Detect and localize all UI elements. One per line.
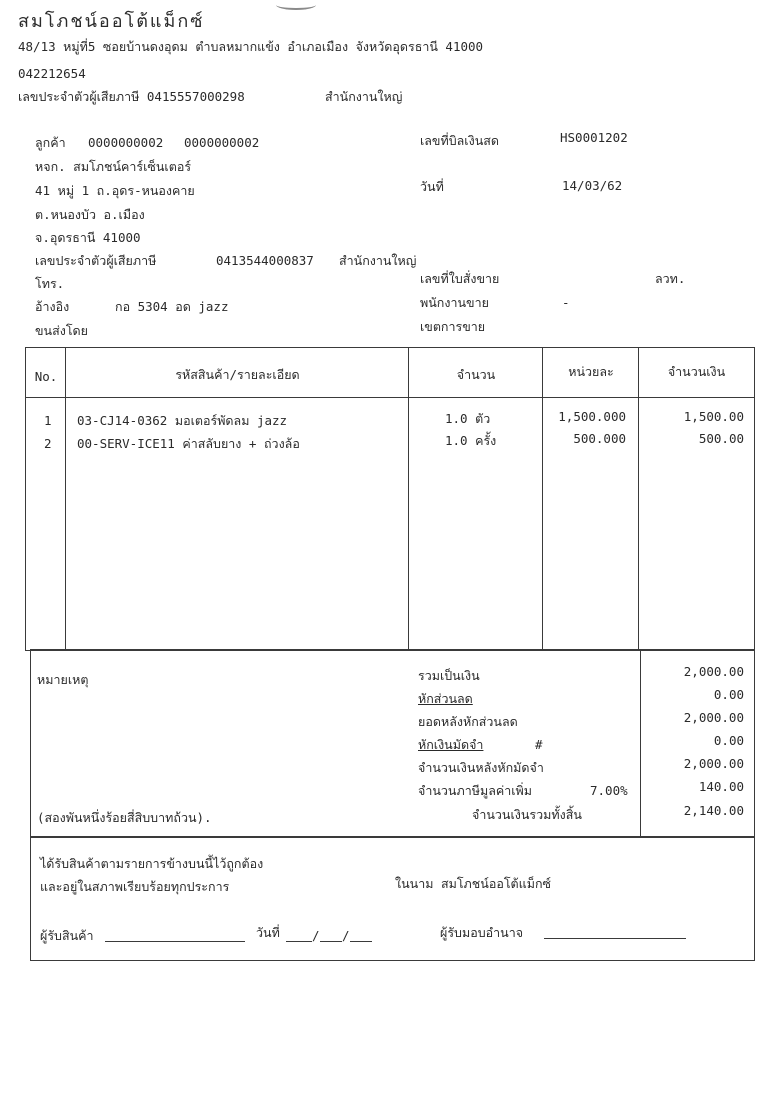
row-1-no: 1 (44, 413, 52, 428)
customer-tax-label: เลขประจำตัวผู้เสียภาษี (35, 253, 157, 268)
customer-code-2: 0000000002 (184, 135, 260, 150)
table-header-divider (25, 397, 755, 398)
amount-in-words: (สองพันหนึ่งร้อยสี่สิบบาทถ้วน). (37, 810, 212, 825)
row-2-no: 2 (44, 436, 52, 451)
row-2-amount: 500.00 (698, 431, 744, 446)
sales-zone-label: เขตการขาย (420, 319, 486, 334)
column-divider (542, 347, 543, 651)
receiver-label: ผู้รับสินค้า (40, 928, 94, 943)
after-discount-value: 2,000.00 (683, 710, 744, 725)
row-2-description: 00-SERV-ICE11 ค่าสลับยาง + ถ่วงล้อ (77, 436, 300, 451)
customer-tax-id: 0413544000837 (216, 253, 314, 268)
sales-order-label: เลขที่ใบสั่งขาย (420, 271, 500, 286)
row-1-amount: 1,500.00 (683, 409, 744, 424)
subtotal-label: รวมเป็นเงิน (418, 668, 480, 683)
salesperson-value: - (562, 295, 570, 310)
row-1-quantity: 1.0 ตัว (445, 411, 491, 426)
authorized-signature-line (544, 938, 686, 939)
receive-date-label: วันที่ (256, 925, 280, 940)
vat-label: จำนวนภาษีมูลค่าเพิ่ม (418, 783, 532, 798)
header-quantity: จำนวน (456, 367, 496, 382)
discount-label: หักส่วนลด (418, 691, 473, 706)
header-amount: จำนวนเงิน (667, 364, 726, 379)
signature-box (30, 836, 755, 961)
row-1-description: 03-CJ14-0362 มอเตอร์พัดลม jazz (77, 413, 288, 428)
bill-no-label: เลขที่บิลเงินสด (420, 133, 499, 148)
grand-total-value: 2,140.00 (683, 803, 744, 818)
reference-value: กอ 5304 อด jazz (115, 299, 229, 314)
deposit-mark: # (535, 737, 543, 752)
date-separator: / (342, 928, 350, 943)
date-month-line (320, 941, 342, 942)
column-divider (638, 347, 639, 651)
items-table (25, 347, 755, 651)
after-discount-label: ยอดหลังหักส่วนลด (418, 714, 518, 729)
customer-address-3: จ.อุดรธานี 41000 (35, 230, 141, 245)
received-note-1: ได้รับสินค้าตามรายการข้างบนนี้ไว้ถูกต้อง (40, 856, 264, 871)
sales-order-value: ลวท. (655, 271, 686, 286)
bill-date-label: วันที่ (420, 179, 444, 194)
date-year-line (350, 941, 372, 942)
header-unit-price: หน่วยละ (568, 364, 614, 379)
grand-total-label: จำนวนเงินรวมทั้งสิ้น (472, 807, 582, 822)
customer-branch: สำนักงานใหญ่ (339, 253, 417, 268)
column-divider (65, 347, 66, 651)
after-deposit-value: 2,000.00 (683, 756, 744, 771)
deposit-value: 0.00 (713, 733, 744, 748)
salesperson-label: พนักงานขาย (420, 295, 489, 310)
customer-address-2: ต.หนองบัว อ.เมือง (35, 207, 145, 222)
row-1-unit-price: 1,500.000 (558, 409, 626, 424)
on-behalf-of: ในนาม สมโภชน์ออโต้แม็กซ์ (395, 876, 552, 891)
authorized-label: ผู้รับมอบอำนาจ (440, 925, 524, 940)
customer-address-1: 41 หมู่ 1 ถ.อุดร-หนองคาย (35, 183, 195, 198)
deposit-label: หักเงินมัดจำ (418, 737, 484, 752)
header-no: No. (34, 369, 58, 384)
company-name: สมโภชน์ออโต้แม็กซ์ (18, 11, 205, 32)
subtotal-value: 2,000.00 (683, 664, 744, 679)
customer-code: 0000000002 (88, 135, 164, 150)
company-phone: 042212654 (18, 66, 86, 81)
scan-artifact (276, 0, 316, 10)
date-day-line (286, 941, 312, 942)
reference-label: อ้างอิง (35, 299, 70, 314)
receiver-signature-line (105, 941, 245, 942)
date-separator: / (312, 928, 320, 943)
customer-phone-label: โทร. (35, 276, 65, 291)
customer-label: ลูกค้า (35, 135, 66, 150)
customer-name: หจก. สมโภชน์คาร์เซ็นเตอร์ (35, 159, 192, 174)
row-2-unit-price: 500.000 (573, 431, 626, 446)
shipping-label: ขนส่งโดย (35, 323, 88, 338)
discount-value: 0.00 (713, 687, 744, 702)
column-divider (408, 347, 409, 651)
after-deposit-label: จำนวนเงินหลังหักมัดจำ (418, 760, 544, 775)
company-address: 48/13 หมู่ที่5 ซอยบ้านดงอุดม ตำบลหมากแข้ง อำเภอเมือง จังหวัดอุดรธานี 41000 (18, 39, 484, 54)
company-branch: สำนักงานใหญ่ (325, 89, 403, 104)
vat-value: 140.00 (698, 779, 744, 794)
received-note-2: และอยู่ในสภาพเรียบร้อยทุกประการ (40, 879, 230, 894)
row-2-quantity: 1.0 ครั้ง (445, 433, 497, 448)
company-tax-id: เลขประจำตัวผู้เสียภาษี 0415557000298 (18, 89, 245, 104)
remark-label: หมายเหตุ (37, 672, 89, 687)
vat-rate: 7.00% (590, 783, 628, 798)
bill-no-value: HS0001202 (560, 130, 628, 145)
bill-date-value: 14/03/62 (562, 178, 623, 193)
header-description: รหัสสินค้า/รายละเอียด (175, 367, 300, 382)
